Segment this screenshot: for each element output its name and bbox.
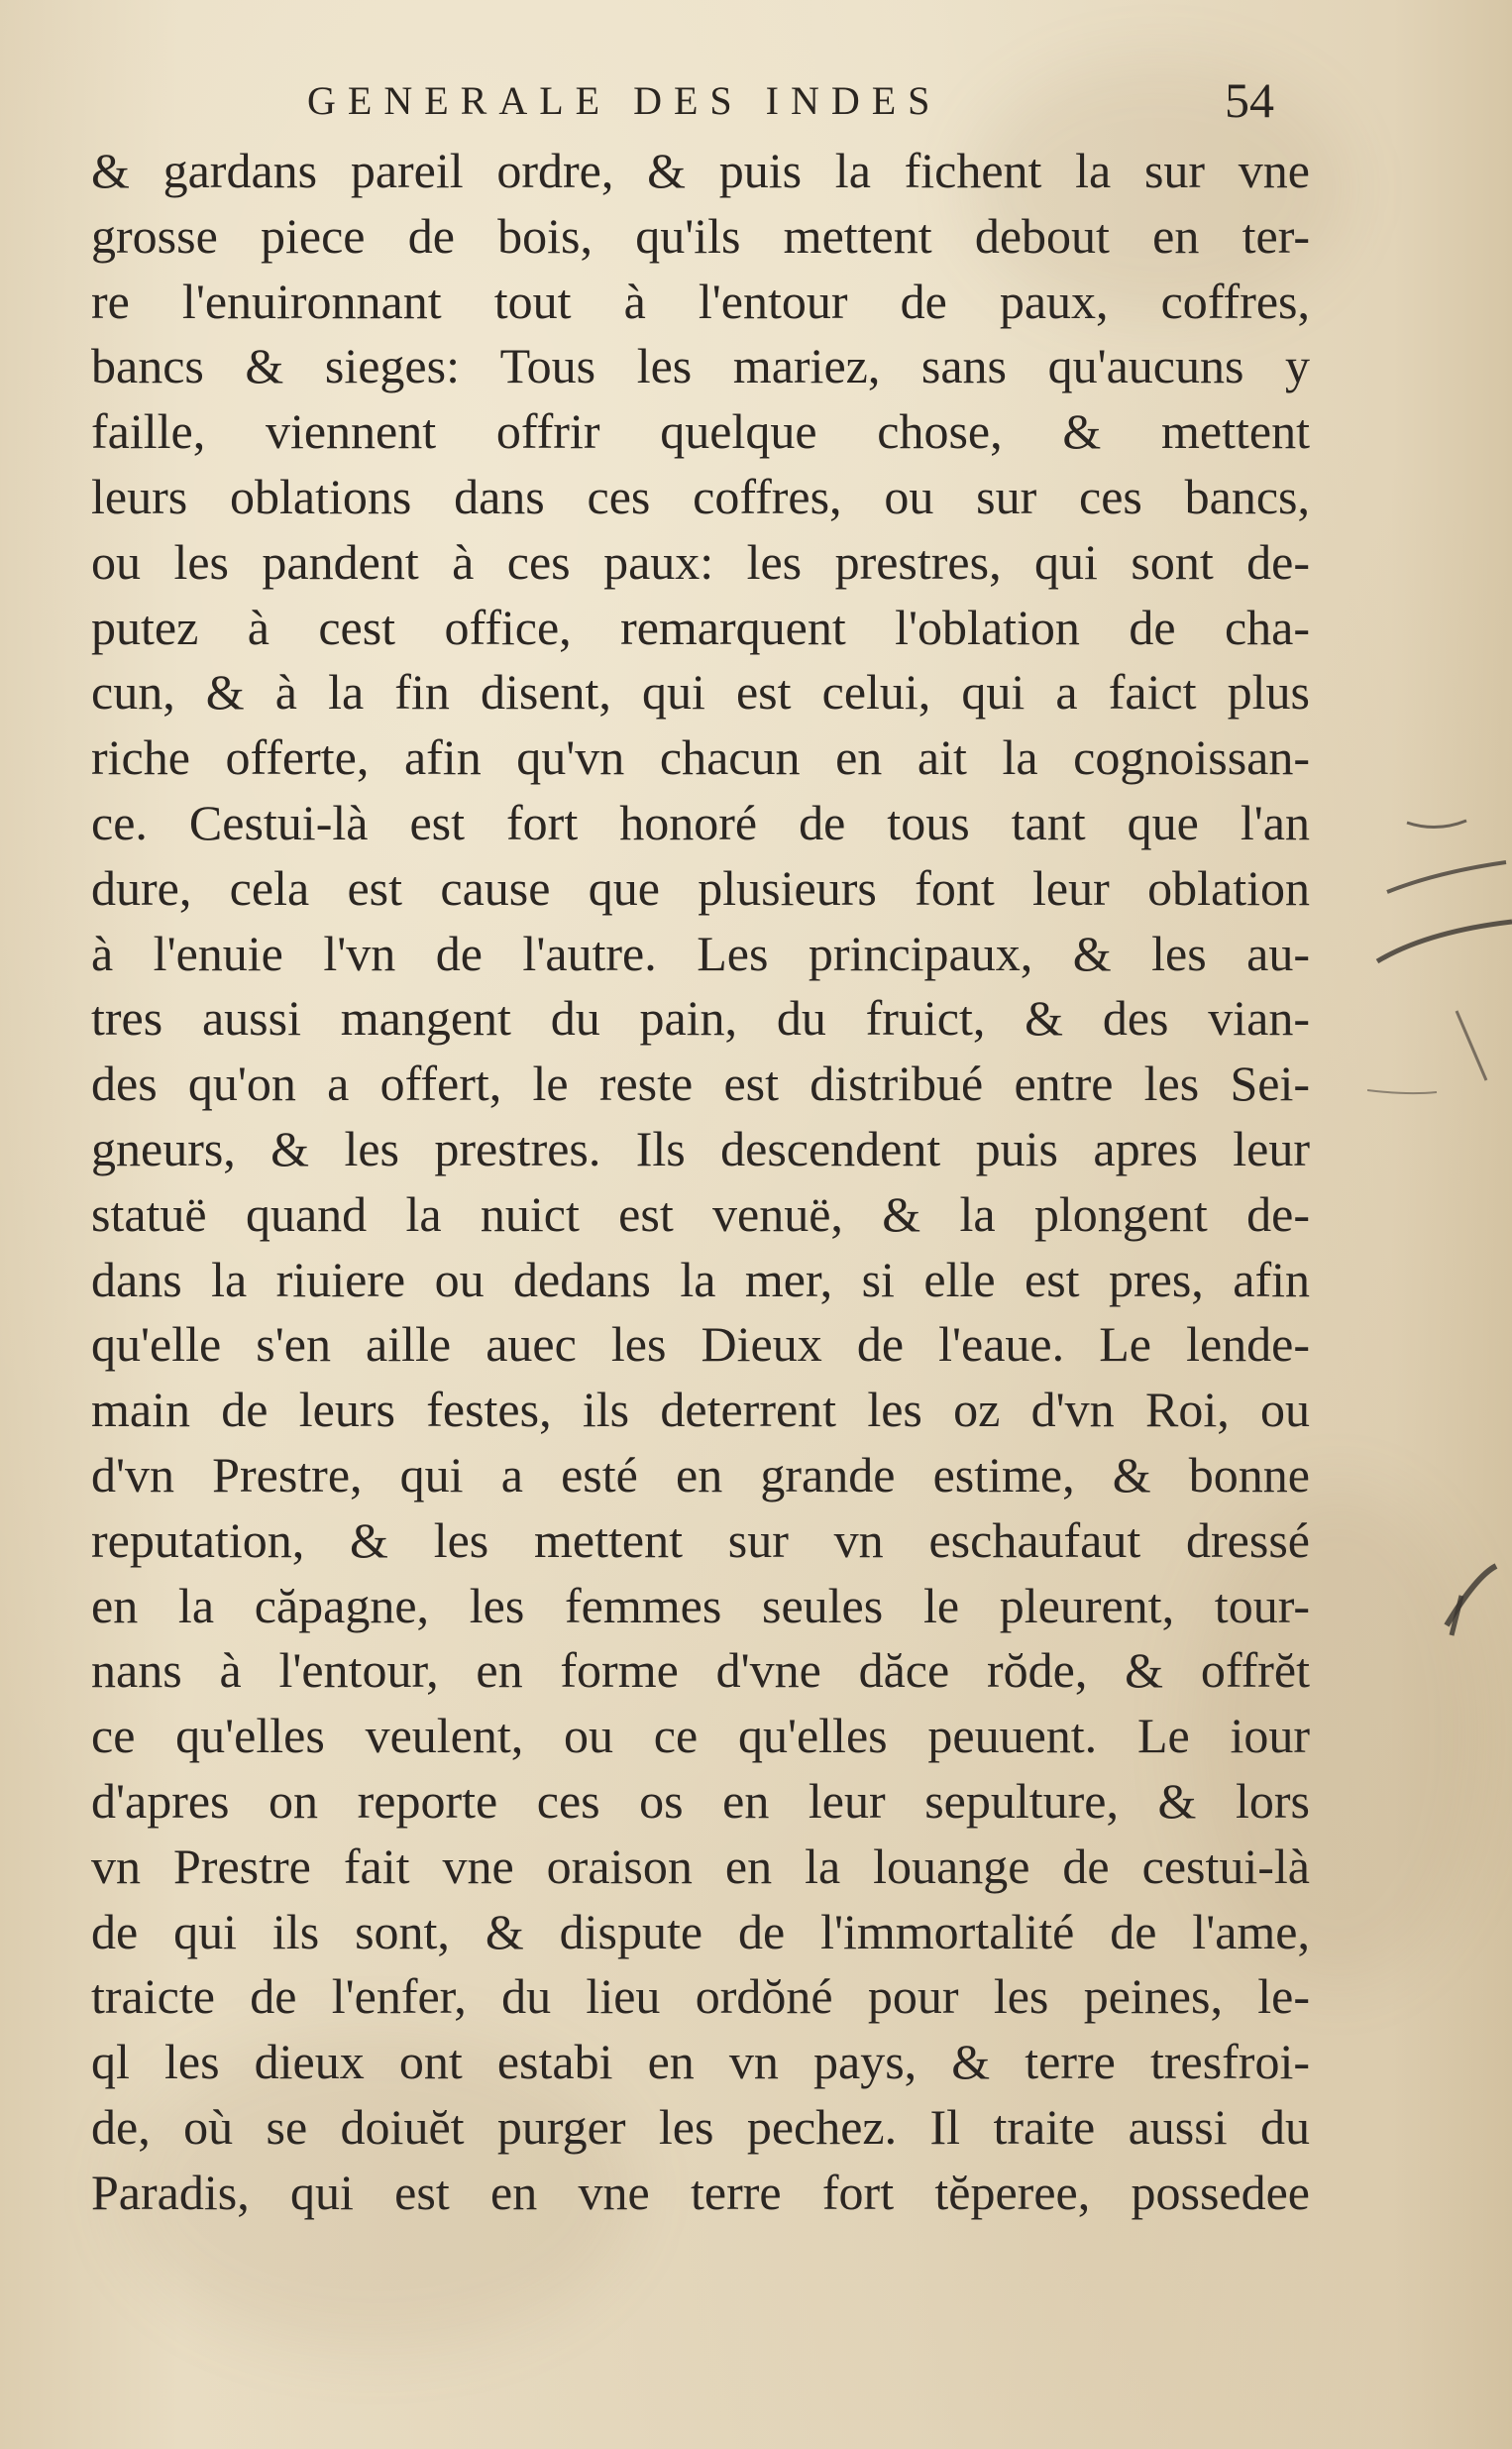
text-line: & gardans pareil ordre, & puis la fichent la sur vne — [91, 143, 1310, 198]
text-line: qu'elle s'en aille auec les Dieux de l'eaue. Le lende- — [91, 1316, 1310, 1373]
text-line: grosse piece de bois, qu'ils mettent debout en ter- — [91, 207, 1310, 264]
text-line: ce. Cestui-là est fort honoré de tous tant que l'an — [91, 794, 1310, 850]
text-line: d'vn Prestre, qui a esté en grande estime, & bonne — [91, 1446, 1310, 1503]
text-line: ce qu'elles veulent, ou ce qu'elles peuuent. Le iour — [91, 1708, 1310, 1764]
text-line: gneurs, & les prestres. Ils descendent puis apres leur — [91, 1120, 1310, 1176]
text-line: dans la riuiere ou dedans la mer, si elle est pres, afin — [91, 1251, 1310, 1307]
text-line: cun, & à la fin disent, qui est celui, qui a faict plus — [91, 664, 1310, 721]
text-line: putez à cest office, remarquent l'oblation de cha- — [91, 599, 1310, 655]
text-line: de, où se doiuĕt purger les pechez. Il traite aussi du — [91, 2098, 1310, 2155]
text-line: statuë quand la nuict est venuë, & la plongent de- — [91, 1185, 1310, 1242]
text-line: ou les pandent à ces paux: les prestres, qui sont de- — [91, 533, 1310, 590]
page-number: 54 — [1225, 72, 1274, 128]
text-line: de qui ils sont, & dispute de l'immortalité de l'ame, — [91, 1903, 1310, 1959]
text-line: Paradis, qui est en vne terre fort tĕperee, possedee — [91, 2164, 1310, 2220]
text-line: tres aussi mangent du pain, du fruict, & des vian- — [91, 990, 1310, 1047]
text-line: vn Prestre fait vne oraison en la louange de cestui-là — [91, 1837, 1310, 1894]
text-line: dure, cela est cause que plusieurs font leur oblation — [91, 859, 1310, 916]
text-line: leurs oblations dans ces coffres, ou sur ces bancs, — [91, 468, 1310, 524]
running-title: GENERALE DES INDES — [307, 78, 942, 123]
text-line: re l'enuironnant tout à l'entour de paux, coffres, — [91, 273, 1310, 329]
margin-ink-marks — [1367, 813, 1512, 1705]
text-line: bancs & sieges: Tous les mariez, sans qu'aucuns y — [91, 338, 1310, 394]
text-line: faille, viennent offrir quelque chose, & mettent — [91, 403, 1310, 460]
body-text — [91, 139, 1310, 2226]
text-line: main de leurs festes, ils deterrent les oz d'vn Roi, ou — [91, 1382, 1310, 1438]
text-line: ql les dieux ont estabi en vn pays, & terre tresfroi- — [91, 2034, 1310, 2090]
text-line: d'apres on reporte ces os en leur sepulture, & lors — [91, 1772, 1310, 1829]
text-line: nans à l'entour, en forme d'vne dăce rŏde, & offrĕt — [91, 1642, 1310, 1699]
text-line: traicte de l'enfer, du lieu ordŏné pour les peines, le- — [91, 1968, 1310, 2025]
text-line: en la căpagne, les femmes seules le pleurent, tour- — [91, 1577, 1310, 1633]
text-line: des qu'on a offert, le reste est distribué entre les Sei- — [91, 1056, 1310, 1112]
text-line: à l'enuie l'vn de l'autre. Les principaux, & les au- — [91, 925, 1310, 981]
text-line: riche offerte, afin qu'vn chacun en ait la cognoissan- — [91, 729, 1310, 786]
text-line: reputation, & les mettent sur vn eschaufaut dressé — [91, 1511, 1310, 1568]
